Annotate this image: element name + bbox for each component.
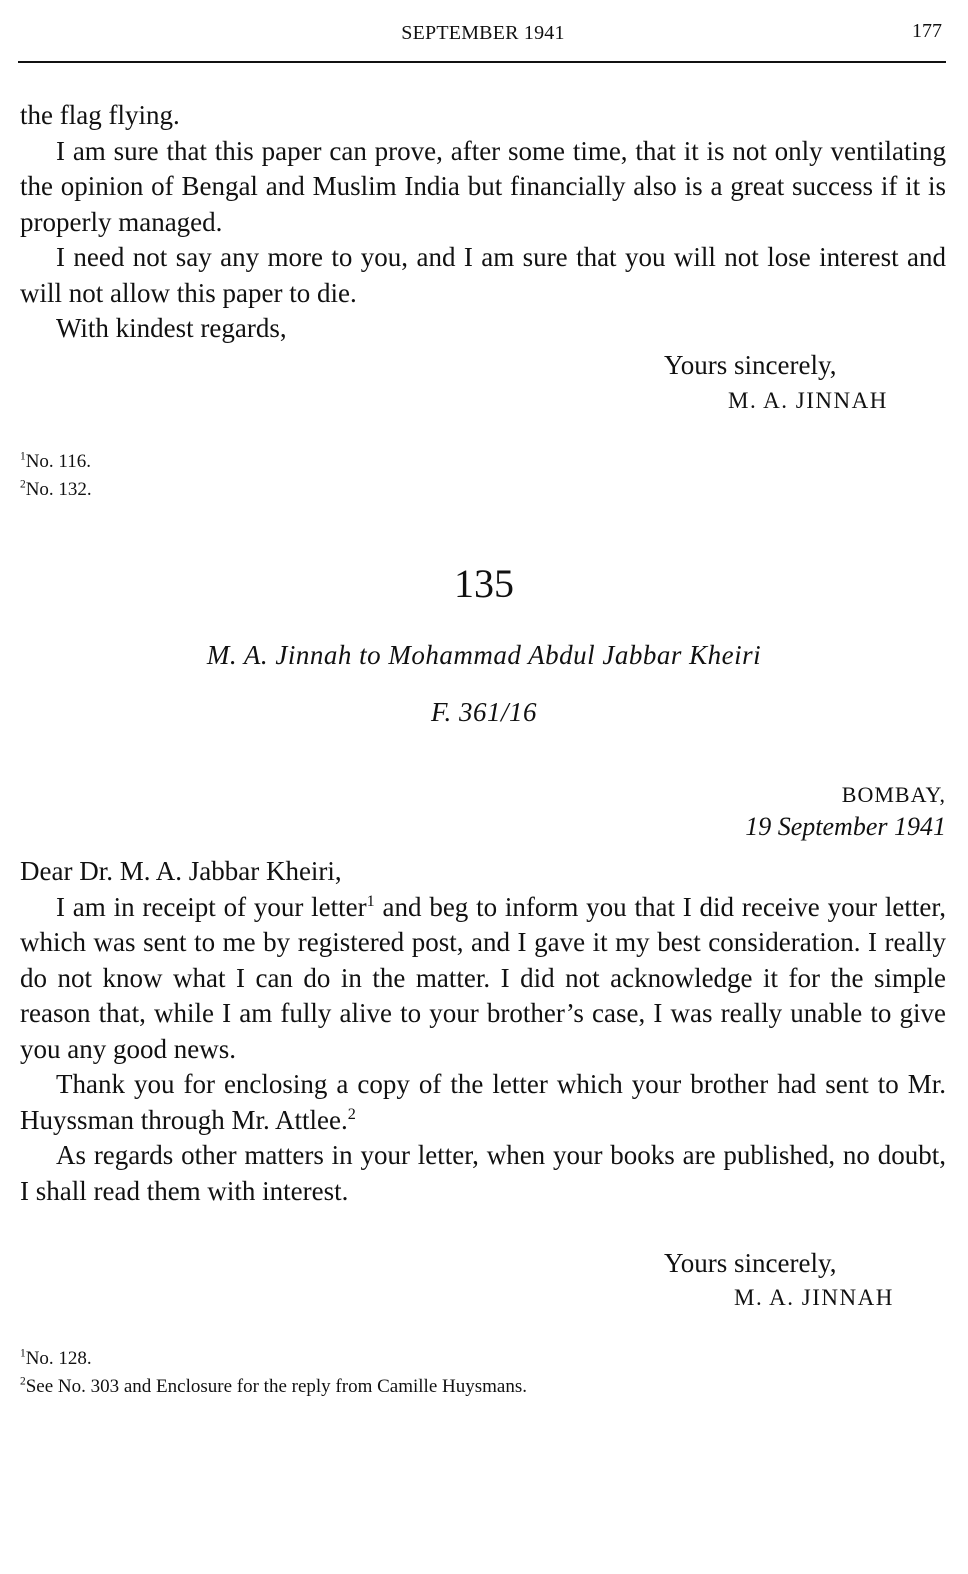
footnote xyxy=(20,1373,527,1401)
closing-salutation: Yours sincerely, xyxy=(664,350,837,380)
document-heading: M. A. Jinnah to Mohammad Abdul Jabbar Kheiri xyxy=(206,640,762,670)
paragraph-text: I am in receipt of your letter xyxy=(56,891,367,922)
footnote-text: No. 132. xyxy=(25,479,92,500)
paragraph: the flag flying. xyxy=(20,100,180,130)
footnote-text: No. 116. xyxy=(25,451,91,472)
closing-salutation: Yours sincerely, xyxy=(664,1248,837,1278)
paragraph-text: Thank you for enclosing a copy of the letter which your brother had sent to Mr. Huyssman through Mr. Attlee. xyxy=(20,1069,946,1135)
header-rule xyxy=(18,61,946,63)
paragraph: I am sure that this paper can prove, after some time, that it is not only ventilating the opinion of Bengal and Muslim India but financially also is a great success if it is properly managed. xyxy=(20,135,946,237)
footnotes-previous-letter xyxy=(20,448,92,504)
signature: M. A. JINNAH xyxy=(728,388,888,413)
footnote-reference: 2 xyxy=(347,1104,356,1123)
footnote-reference: 1 xyxy=(366,891,375,910)
footnote-mark: 2 xyxy=(20,478,26,491)
previous-letter-body xyxy=(20,98,946,347)
footnote-mark: 1 xyxy=(20,450,26,463)
footnote-mark: 2 xyxy=(20,1375,26,1388)
footnote-mark: 1 xyxy=(20,1347,26,1360)
file-reference: F. 361/16 xyxy=(430,697,537,727)
footnote xyxy=(20,476,92,504)
footnote xyxy=(20,448,92,476)
signature: M. A. JINNAH xyxy=(734,1285,894,1310)
letter-body xyxy=(20,854,946,1209)
footnotes-letter-135 xyxy=(20,1345,527,1401)
paragraph: As regards other matters in your letter, when your books are published, no doubt, I shall read them with interest. xyxy=(20,1140,946,1206)
running-head xyxy=(20,20,946,50)
running-head-title: SEPTEMBER 1941 xyxy=(401,22,565,44)
salutation: Dear Dr. M. A. Jabbar Kheiri, xyxy=(20,856,342,886)
page-number: 177 xyxy=(912,20,942,42)
paragraph xyxy=(20,890,946,1068)
letter-date: 19 September 1941 xyxy=(745,812,946,841)
paragraph: With kindest regards, xyxy=(56,313,287,343)
footnote xyxy=(20,1345,527,1373)
paragraph-text: and beg to inform you that I did receive your letter, which was sent to me by registered post, and I gave it my best consideration. I really do not know what I can do in the matter. I did not acknowledge it for the simple reason that, while I am fully alive to your brother’s case, I was really unable to give you any good news. xyxy=(20,891,946,1064)
document-number: 135 xyxy=(454,561,514,606)
letter-place: BOMBAY, xyxy=(841,782,946,807)
paragraph xyxy=(20,1067,946,1138)
footnote-text: No. 128. xyxy=(25,1348,92,1369)
paragraph: I need not say any more to you, and I am sure that you will not lose interest and will not allow this paper to die. xyxy=(20,242,946,308)
footnote-text: See No. 303 and Enclosure for the reply from Camille Huysmans. xyxy=(25,1376,527,1397)
